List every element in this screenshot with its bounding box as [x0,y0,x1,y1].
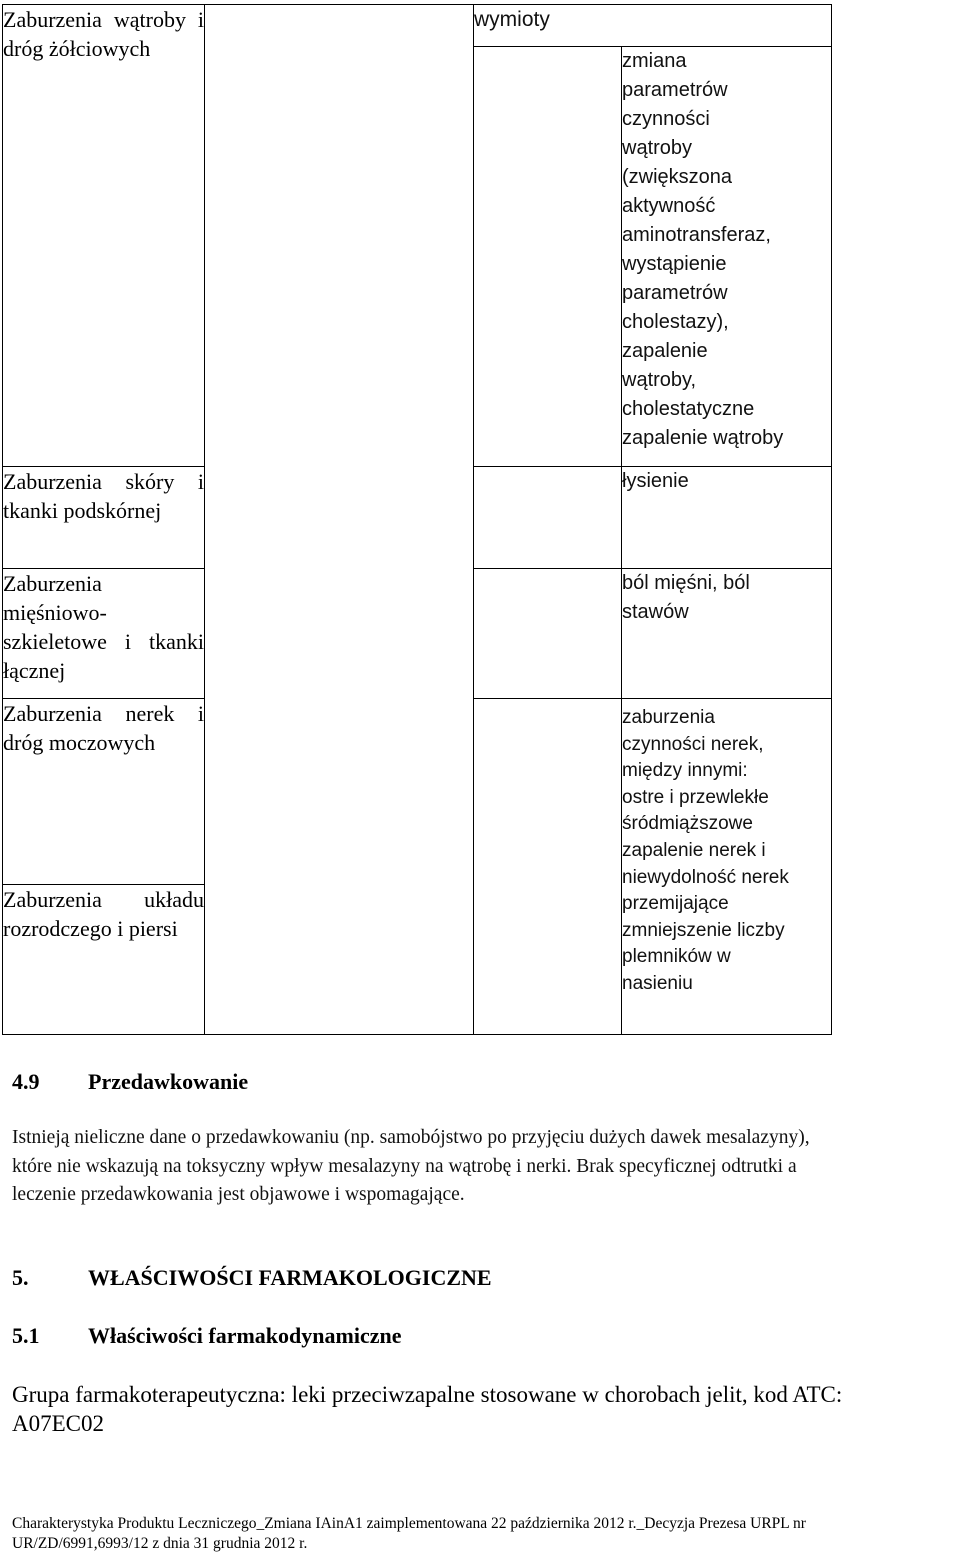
effect-line: aktywność [622,195,716,217]
paragraph-line: które nie wskazują na toksyczny wpływ mesalazyny na wątrobę i nerki. Brak specyficznej odtrutki a [12,1155,797,1177]
section-title: WŁAŚCIWOŚCI FARMAKOLOGICZNE [88,1265,492,1290]
section-heading-5 [12,1265,492,1291]
soc-label: Zaburzenia nerek i dróg moczowych [3,701,204,755]
effect-line: cholestazy), [622,311,729,333]
table-header-row [3,5,832,47]
effect-line: zapalenie wątroby [622,427,784,449]
effect-line: śródmiąższowe [622,813,753,835]
effects-cell [622,569,832,699]
soc-label: Zaburzenia skóry i tkanki podskórnej [3,469,204,523]
effect-line: plemników w [622,946,731,968]
paragraph-line: leczenie przedawkowania jest objawowe i wspomagające. [12,1184,465,1206]
paragraph-line: Grupa farmakoterapeutyczna: leki przeciwzapalne stosowane w chorobach jelit, kod ATC: [12,1382,843,1407]
section-number: 5.1 [12,1323,40,1348]
soc-cell [3,885,205,1035]
soc-label: Zaburzenia mięśniowo-szkieletowe i tkanki łącznej [3,571,204,683]
overdose-paragraph [12,1124,957,1210]
effect-line: czynności nerek, [622,733,764,755]
effects-cell [622,47,832,467]
section-heading-5-1 [12,1323,401,1349]
empty-cell [474,467,622,569]
section-number: 5. [12,1265,29,1290]
effect-line: nasieniu [622,972,693,994]
effect-line: ostre i przewlekłe [622,786,769,808]
effect-line: wątroby, [622,369,697,391]
soc-label: Zaburzenia wątroby i dróg żółciowych [3,7,204,61]
footer-line: UR/ZD/6991,6993/12 z dnia 31 grudnia 2012 r. [12,1535,308,1552]
effect-line: zapalenie nerek i [622,839,766,861]
effect-line: parametrów [622,79,728,101]
soc-cell [3,5,205,467]
effect-line: niewydolność nerek [622,866,789,888]
adverse-effects-table [2,4,832,1035]
effect-line: czynności [622,108,710,130]
paragraph-line: Istnieją nieliczne dane o przedawkowaniu (np. samobójstwo po przyjęciu dużych dawek mesalazyny), [12,1127,810,1148]
section-number: 4.9 [12,1069,40,1094]
effects-cell [622,467,832,569]
effect-line: parametrów [622,282,728,304]
paragraph-line: A07EC02 [12,1411,104,1436]
effect-line: przemijające [622,893,729,915]
effect-line: łysienie [622,470,689,492]
empty-cell [474,569,622,699]
footer-line: Charakterystyka Produktu Leczniczego_Zmiana IAinA1 zaimplementowana 22 października 2012 r._Decyzja Prezesa URPL nr [12,1515,806,1532]
effect-line: (zwiększona [622,166,733,188]
section-title: Właściwości farmakodynamiczne [88,1323,402,1348]
section-title: Przedawkowanie [88,1069,249,1094]
effect-line: zmniejszenie liczby [622,919,785,941]
empty-cell [474,47,622,467]
effect-line: zapalenie [622,340,708,362]
soc-cell [3,569,205,699]
effect-line: zaburzenia [622,707,715,728]
soc-cell [3,699,205,885]
pharmacotherapeutic-group-paragraph [12,1380,957,1438]
effect-line: wątroby [622,137,693,159]
header-cell: wymioty [474,5,832,47]
soc-cell [3,467,205,569]
effect-line: stawów [622,601,689,623]
effects-cell [622,699,832,1035]
effect-line: wystąpienie [622,253,727,275]
effect-line: zmiana [622,50,687,72]
empty-cell [205,5,474,1035]
empty-cell [474,699,622,1035]
section-heading-4-9 [12,1069,248,1095]
effect-line: aminotransferaz, [622,224,771,246]
effect-line: między innymi: [622,760,748,782]
page-footer [12,1514,806,1554]
soc-label: Zaburzenia układu rozrodczego i piersi [3,887,204,941]
effect-line: cholestatyczne [622,398,755,420]
effect-line: ból mięśni, ból [622,572,750,594]
